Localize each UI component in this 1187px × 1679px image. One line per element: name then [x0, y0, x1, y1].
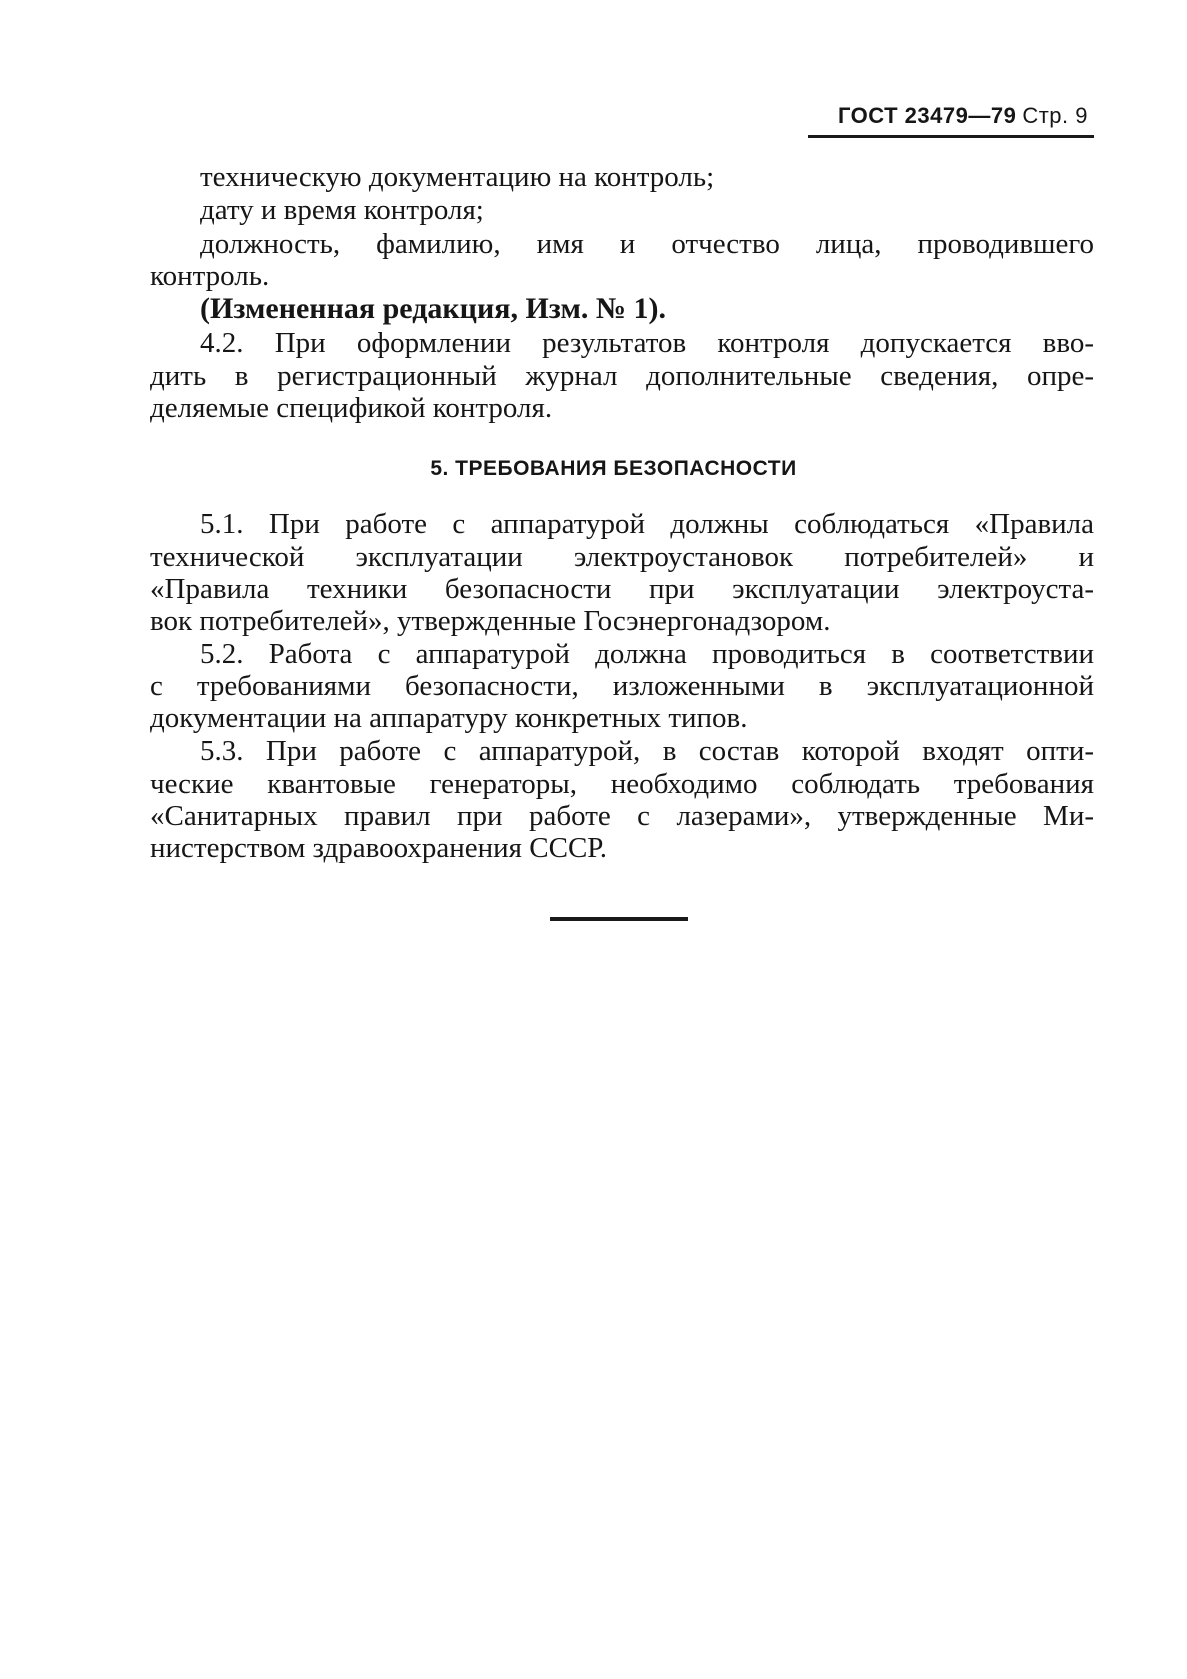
text-line: должность, фамилию, имя и отчество лица, проводившего — [200, 228, 1094, 260]
text-line: техническую документацию на контроль; — [200, 161, 715, 193]
text-line: нистерством здравоохранения СССР. — [150, 832, 608, 864]
text-line: «Санитарных правил при работе с лазерами», утвержденные Ми- — [150, 800, 1094, 832]
text-line: 5.1. При работе с аппаратурой должны соблюдаться «Правила — [200, 508, 1094, 540]
text-line: 5.3. При работе с аппаратурой, в состав которой входят опти- — [200, 735, 1094, 767]
text-line: 5.2. Работа с аппаратурой должна проводиться в соответствии — [200, 638, 1094, 670]
section-title: 5. ТРЕБОВАНИЯ БЕЗОПАСНОСТИ — [430, 457, 797, 480]
text-line: с требованиями безопасности, изложенными в эксплуатационной — [150, 670, 1094, 702]
text-line: ческие квантовые генераторы, необходимо соблюдать требования — [150, 768, 1094, 800]
page-number: Стр. 9 — [1022, 103, 1089, 128]
text-line: 4.2. При оформлении результатов контроля допускается вво- — [200, 327, 1094, 359]
text-line: деляемые спецификой контроля. — [150, 392, 553, 424]
amendment-note: (Измененная редакция, Изм. № 1). — [200, 292, 667, 325]
text-line: «Правила техники безопасности при эксплуатации электроуста- — [150, 573, 1094, 605]
page-header — [838, 103, 1088, 129]
text-line: дить в регистрационный журнал дополнительные сведения, опре- — [150, 360, 1094, 392]
text-line: вок потребителей», утвержденные Госэнергонадзором. — [150, 605, 831, 637]
standard-number: ГОСТ 23479—79 — [838, 103, 1017, 128]
text-line: контроль. — [150, 260, 270, 292]
text-line: технической эксплуатации электроустановок потребителей» и — [150, 541, 1094, 573]
end-rule — [550, 917, 688, 921]
header-rule — [808, 135, 1094, 138]
text-line: документации на аппаратуру конкретных типов. — [150, 702, 748, 734]
text-line: дату и время контроля; — [200, 194, 484, 226]
